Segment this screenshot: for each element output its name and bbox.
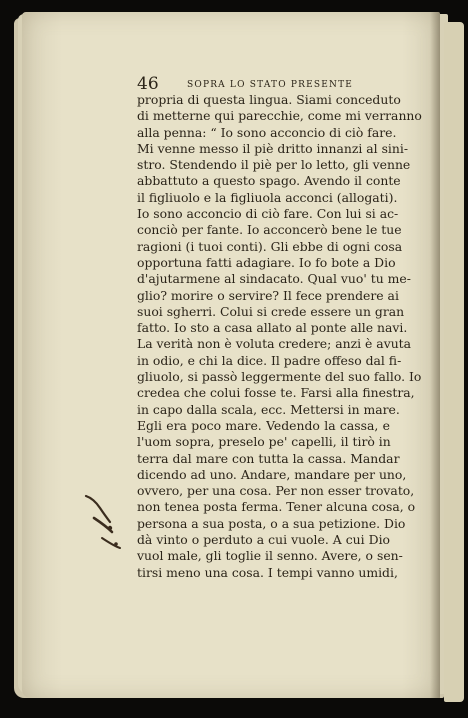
text-line: stro. Stendendo il piè per lo letto, gli venne — [137, 157, 411, 173]
text-line: conciò per fante. Io acconcerò bene le tue — [137, 222, 402, 238]
running-head: SOPRA LO STATO PRESENTE — [187, 80, 354, 90]
text-line: non tenea posta ferma. Tener alcuna cosa, o — [137, 499, 416, 515]
text-line: di metterne qui parecchie, come mi verranno — [137, 108, 422, 124]
text-line: La verità non è voluta credere; anzi è avuta — [137, 336, 412, 352]
text-line: glio? morire o servire? Il fece prendere ai — [137, 287, 399, 303]
text-line: suoi sgherri. Colui si crede essere un gran — [137, 303, 405, 319]
text-line: ragioni (i tuoi conti). Gli ebbe di ogni cosa — [137, 238, 403, 254]
text-line: propria di questa lingua. Siami conceduto — [137, 92, 401, 107]
text-line: terra dal mare con tutta la cassa. Mandar — [137, 450, 400, 466]
text-line: Egli era poco mare. Vedendo la cassa, e — [137, 417, 390, 433]
text-line: in odio, e chi la dice. Il padre offeso dal fi- — [137, 352, 402, 368]
text-line: dicendo ad uno. Andare, mandare per uno, — [137, 466, 407, 482]
text-line: Mi venne messo il piè dritto innanzi al sini- — [137, 140, 409, 156]
text-line: gliuolo, si passò leggermente del suo fallo. Io — [137, 369, 422, 385]
text-line: vuol male, gli toglie il senno. Avere, o sen- — [137, 548, 403, 564]
text-line: persona a sua posta, o a sua petizione. Dio — [137, 515, 406, 531]
text-line: Io sono acconcio di ciò fare. Con lui si ac- — [137, 206, 399, 222]
page-header — [137, 74, 390, 94]
text-line: il figliuolo e la figliuola acconci (allogati). — [137, 189, 398, 205]
text-line: credea che colui fosse te. Farsi alla finestra, — [137, 385, 415, 401]
text-line: abbattuto a questo spago. Avendo il conte — [137, 173, 401, 189]
body-text — [137, 92, 422, 581]
text-line: dà vinto o perduto a cui vuole. A cui Dio — [137, 532, 390, 548]
text-line: tirsi meno una cosa. I tempi vanno umidi, — [137, 564, 398, 580]
facing-page-edge — [444, 22, 464, 702]
page-gutter-shadow — [430, 12, 440, 698]
text-line: opportuna fatti adagiare. Io fo bote a Dio — [137, 254, 396, 270]
text-line: fatto. Io sto a casa allato al ponte alle navi. — [137, 320, 408, 336]
text-line: l'uom sopra, preselo pe' capelli, il tirò in — [137, 434, 391, 450]
text-line: in capo dalla scala, ecc. Mettersi in mare. — [137, 401, 400, 417]
page-number: 46 — [137, 74, 159, 94]
text-line: ovvero, per una cosa. Per non esser trovato, — [137, 483, 415, 499]
ink-stain — [80, 488, 130, 558]
text-line: d'ajutarmene al sindacato. Qual vuo' tu me- — [137, 271, 411, 287]
text-line: alla penna: “ Io sono acconcio di ciò fare. — [137, 124, 397, 140]
